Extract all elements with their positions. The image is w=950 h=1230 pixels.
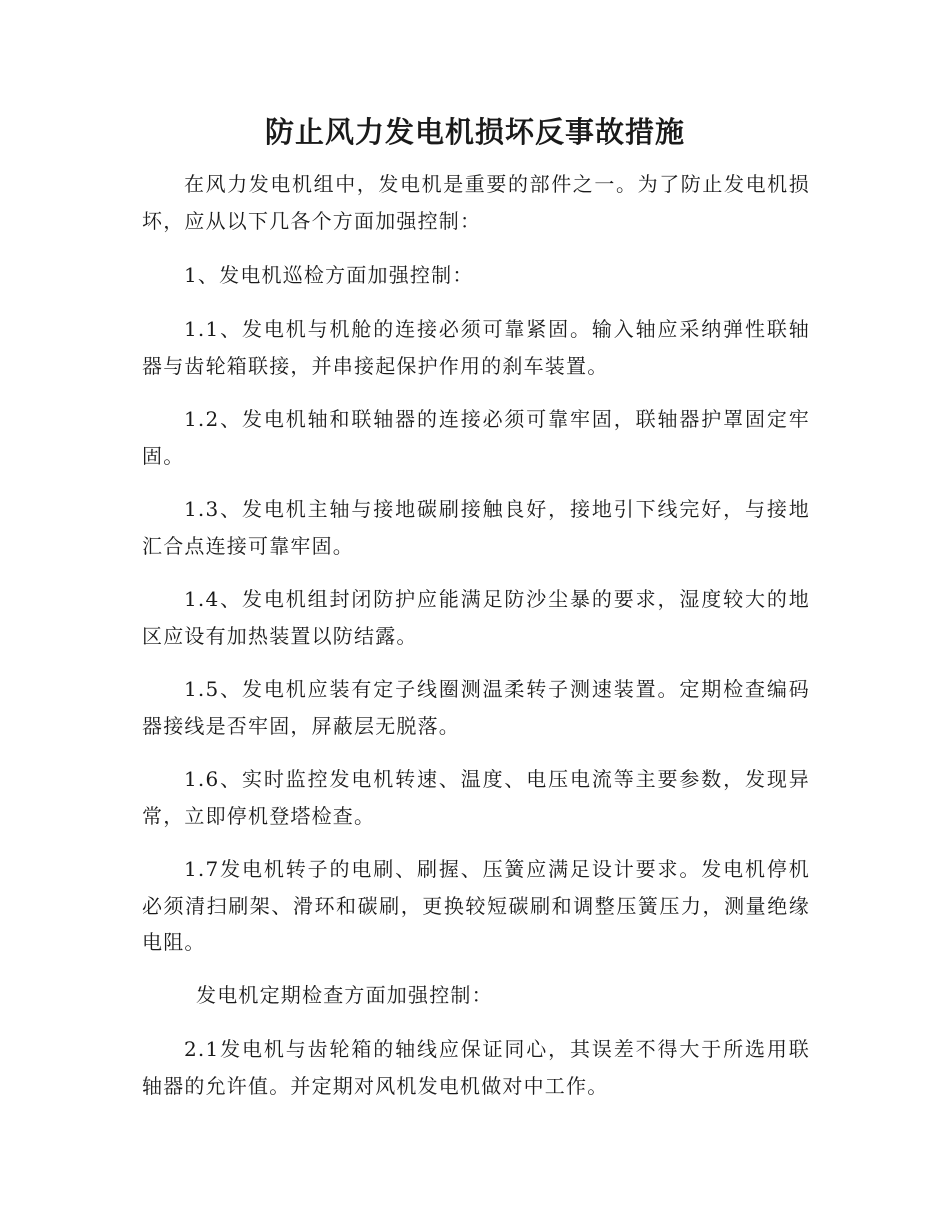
paragraph-intro: 在风力发电机组中，发电机是重要的部件之一。为了防止发电机损坏，应从以下几各个方面加强控制： [142, 172, 810, 233]
paragraph-1-1: 1.1、发电机与机舱的连接必须可靠紧固。输入轴应采纳弹性联轴器与齿轮箱联接，并串接起保护作用的刹车装置。 [142, 317, 810, 378]
paragraph-1-2: 1.2、发电机轴和联轴器的连接必须可靠牢固，联轴器护罩固定牢固。 [142, 407, 810, 468]
document-title: 防止风力发电机损坏反事故措施 [264, 115, 685, 149]
paragraph-2-1: 2.1发电机与齿轮箱的轴线应保证同心，其误差不得大于所选用联轴器的允许值。并定期对风机发电机做对中工作。 [142, 1037, 810, 1098]
section-heading-1: 1、发电机巡检方面加强控制： [184, 263, 474, 287]
paragraph-1-3: 1.3、发电机主轴与接地碳刷接触良好，接地引下线完好，与接地汇合点连接可靠牢固。 [142, 497, 810, 558]
paragraph-1-7: 1.7发电机转子的电刷、刷握、压簧应满足设计要求。发电机停机必须清扫刷架、滑环和碳刷，更换较短碳刷和调整压簧压力，测量绝缘电阻。 [142, 857, 810, 954]
paragraph-1-6: 1.6、实时监控发电机转速、温度、电压电流等主要参数，发现异常，立即停机登塔检查。 [142, 767, 810, 828]
section-heading-2: 发电机定期检查方面加强控制： [196, 983, 493, 1007]
paragraph-1-4: 1.4、发电机组封闭防护应能满足防沙尘暴的要求，湿度较大的地区应设有加热装置以防结露。 [142, 587, 810, 648]
paragraph-1-5: 1.5、发电机应装有定子线圈测温柔转子测速装置。定期检查编码器接线是否牢固，屏蔽层无脱落。 [142, 677, 810, 738]
